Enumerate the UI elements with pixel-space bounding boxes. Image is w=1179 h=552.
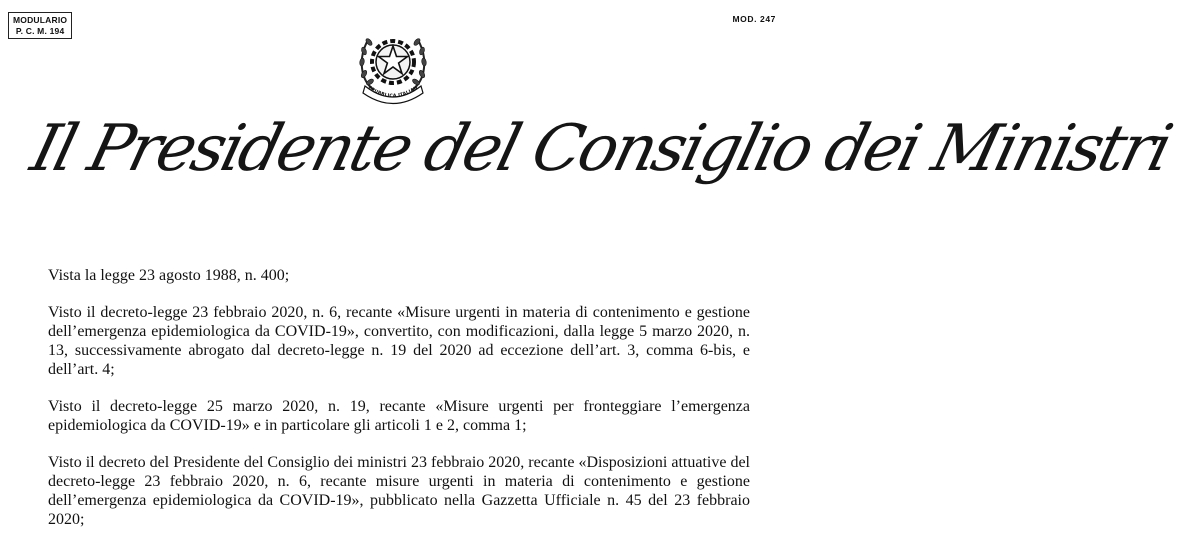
paragraph: Visto il decreto-legge 25 marzo 2020, n. 19, recante «Misure urgenti per fronteggiare l’emergenza epidemiologica da COVID-19» e in particolare gli articoli 1 e 2, comma 1; [48,398,750,434]
paragraph: Visto il decreto del Presidente del Consiglio dei ministri 23 febbraio 2020, recante «Disposizioni attuative del decreto-legge 23 febbraio 2020, n. 6, recante misure urgenti in materia di contenimento e gestione dell’emergenza epidemiologica da COVID-19», pubblicato nella Gazzetta Ufficiale n. 45 del 23 febbraio 2020; [48,454,750,528]
mod-code: MOD. 247 [732,14,776,24]
paragraph: Visto il decreto-legge 23 febbraio 2020, n. 6, recante «Misure urgenti in materia di contenimento e gestione dell’emergenza epidemiologica da COVID-19», convertito, con modificazioni, dalla legge 5 marzo 2020, n. 13, successivamente abrogato dal decreto-legge n. 19 del 2020 ad eccezione dell’art. 3, comma 6-bis, e dell’art. 4; [48,304,750,378]
modulario-box [8,12,72,39]
paragraph: Vista la legge 23 agosto 1988, n. 400; [48,267,290,284]
italian-republic-emblem-icon [356,24,430,110]
modulario-code: P. C. M. 194 [15,26,65,36]
page-title: Il Presidente del Consiglio dei Ministri [23,112,1177,186]
emblem-ribbon-text: EPUBBLICA ITALIAN [366,85,420,100]
document-body [48,266,750,547]
modulario-label: MODULARIO [13,15,68,25]
